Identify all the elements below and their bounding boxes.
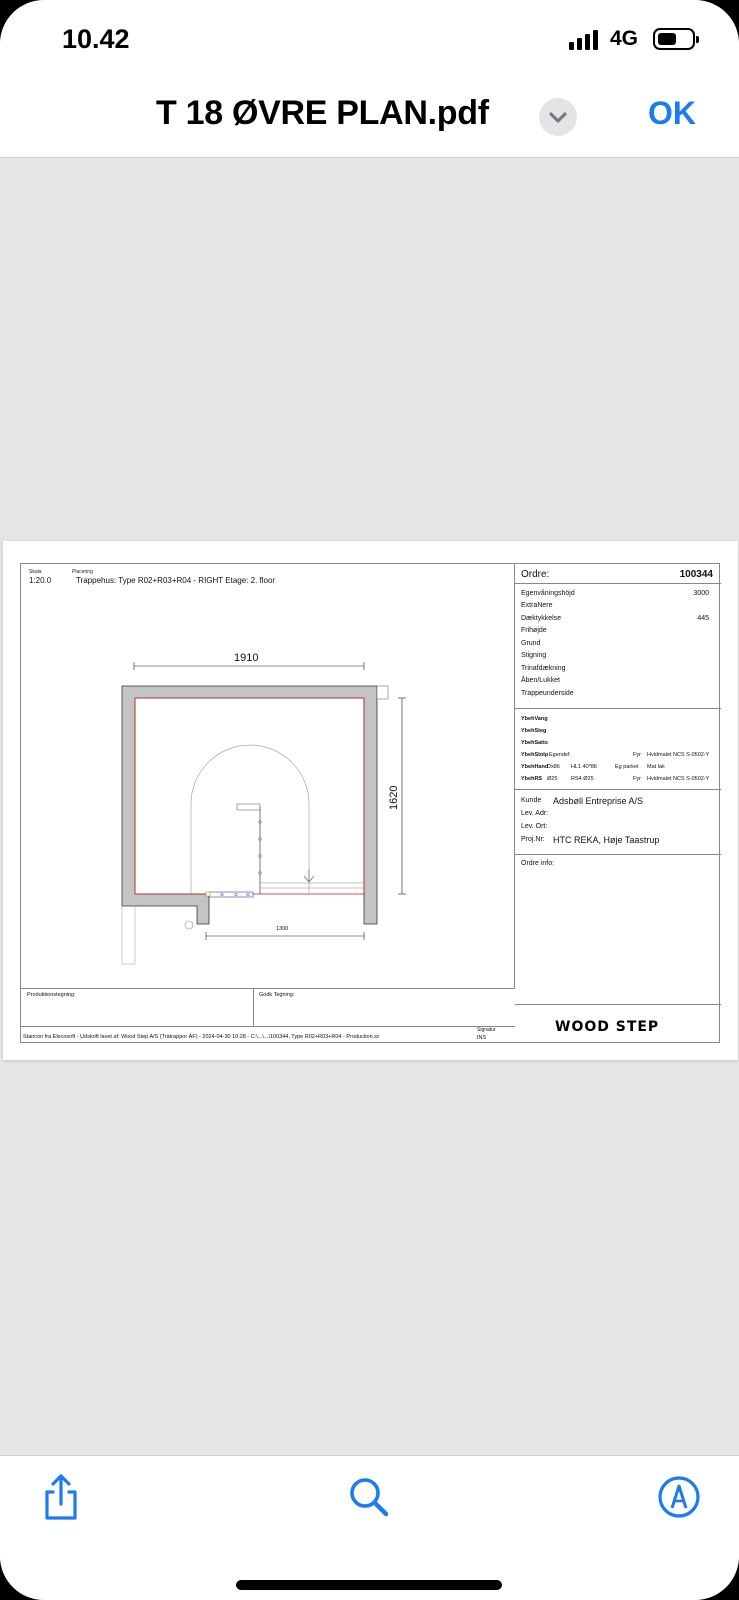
customer-label: Kunde [521, 797, 542, 804]
drawing-area [21, 564, 515, 989]
network-type: 4G [610, 27, 639, 50]
dimension-width: 1910 [234, 652, 259, 664]
status-time: 10.42 [62, 24, 130, 54]
ybeh-vang: YbehVang [521, 716, 548, 722]
markup-icon [654, 1472, 704, 1522]
status-bar [0, 0, 739, 80]
ybeh-hand-finish: Mat lak [647, 764, 665, 770]
ybeh-rs-finish: Hvidmalet NCS S-0502-Y [647, 776, 710, 782]
search-icon [344, 1472, 394, 1522]
project-value: HTC REKA, Høje Taastrup [553, 835, 660, 845]
ybeh-satts: YbehSatts [521, 740, 548, 746]
info-row-label: Stigning [521, 652, 547, 659]
approved-label: Godk Tegning: [259, 992, 295, 998]
ybeh-hand-profile: HL1 40*86 [571, 764, 597, 770]
ybeh-hand-wood: Eg parket [615, 764, 639, 770]
drawing-sheet [20, 563, 720, 1043]
info-row-label: Frihøjde [521, 627, 547, 634]
signature-label: Signatur [477, 1027, 496, 1033]
scale-label: Skala [29, 569, 42, 575]
info-row-label: ExtraNere [521, 602, 553, 609]
dimension-height: 1620 [388, 785, 400, 810]
placement-value: Trappehus: Type R02+R03+R04 - RIGHT Etage: 2. floor [76, 576, 276, 585]
floor-plan [21, 564, 515, 989]
bottom-toolbar [0, 1455, 739, 1600]
project-label: Proj.Nr: [521, 836, 545, 843]
ybeh-stolp-finish: Hvidmalet NCS S-0502-Y [647, 752, 710, 758]
footer-divider [253, 989, 254, 1027]
production-label: Produktionstegning: [27, 992, 76, 998]
print-info: Staircon fra Elecosoft - Udskrift lavet af: Wood Step A/S (Trätrappor ÄF) - 2024-04-30 10:28 - C:\...\...\100344, Type R02+R03+R04 - Production.sc [23, 1034, 380, 1040]
share-icon [36, 1472, 86, 1522]
ybeh-rs-profile: RS4 Ø25 [571, 776, 594, 782]
signature-value: INS [477, 1035, 487, 1041]
placement-label: Placering [72, 569, 93, 575]
ybeh-rs: YbehRS [521, 776, 543, 782]
order-label: Ordre: [521, 569, 550, 580]
order-info-label: Ordre info: [521, 860, 555, 867]
markup-button[interactable] [654, 1472, 704, 1522]
home-indicator[interactable] [236, 1580, 502, 1590]
signal-icon [569, 28, 603, 50]
dimension-bottom: 1300 [276, 926, 289, 932]
ybeh-hand: YbehHand [521, 764, 549, 770]
order-value: 100344 [679, 569, 713, 580]
ybeh-hand-size: Dx86 [547, 764, 560, 770]
info-row-label: Dæktykkelse [521, 615, 562, 622]
chevron-down-icon [539, 98, 577, 136]
battery-icon [653, 28, 695, 50]
title-menu-button[interactable] [539, 98, 577, 136]
delivery-city-label: Lev. Ort: [521, 823, 548, 830]
document-title[interactable]: T 18 ØVRE PLAN.pdf [156, 94, 489, 132]
info-row-value: 445 [697, 615, 709, 622]
ybeh-steg: YbehSteg [521, 728, 547, 734]
info-row-value: 3000 [693, 590, 709, 597]
ybeh-rs-wood: Fyr [633, 776, 641, 782]
info-row-label: Trinafdækning [521, 665, 566, 672]
share-button[interactable] [36, 1472, 86, 1522]
scale-value: 1:20.0 [29, 576, 52, 585]
drawing-footer [21, 989, 515, 1027]
logo-box [515, 1004, 721, 1044]
delivery-address-label: Lev. Adr: [521, 810, 549, 817]
customer-value: Adsbøll Entreprise A/S [553, 796, 644, 806]
company-logo: WOOD STEP [555, 1019, 660, 1035]
ybeh-stolp: YbehStolp [521, 752, 549, 758]
ybeh-stolp-material: Egendef. [549, 752, 572, 758]
info-row-label: Trappeunderside [521, 690, 574, 697]
search-button[interactable] [344, 1472, 394, 1522]
info-row-label: Egenvåningshöjd [521, 590, 575, 597]
info-panel [515, 564, 721, 1004]
info-row-label: Åben/Lukket [521, 677, 560, 684]
pdf-page[interactable] [3, 541, 738, 1060]
done-button[interactable]: OK [648, 95, 696, 131]
ybeh-rs-size: Ø25 [547, 776, 558, 782]
ybeh-stolp-wood: Fyr [633, 752, 641, 758]
nav-bar [0, 80, 739, 158]
info-row-label: Grund [521, 640, 541, 647]
